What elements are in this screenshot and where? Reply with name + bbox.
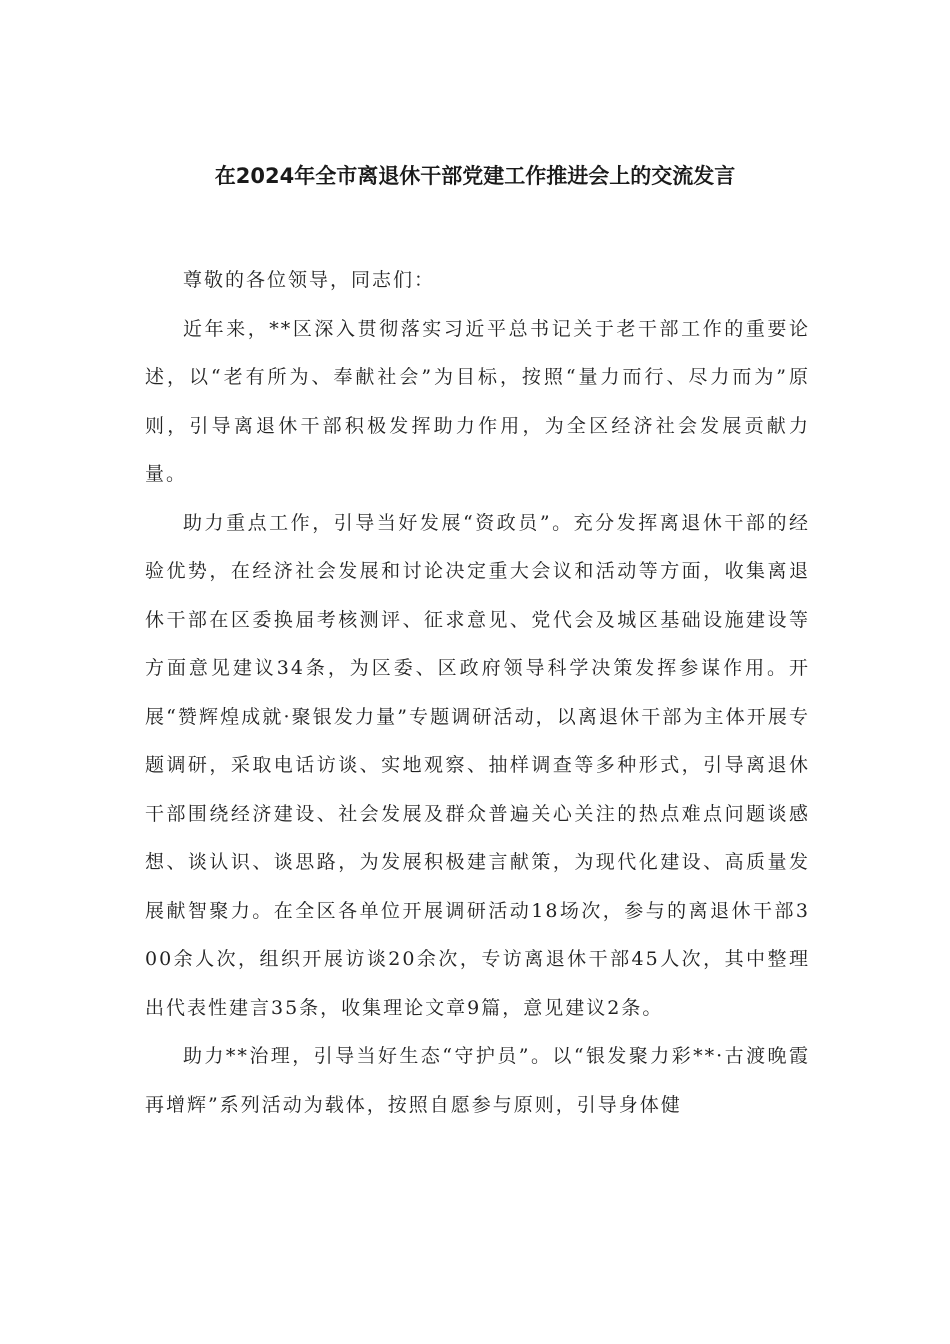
- document-body: [145, 256, 810, 1129]
- salutation: 尊敬的各位领导，同志们：: [183, 269, 436, 291]
- paragraph-key-work: 助力重点工作，引导当好发展“资政员”。充分发挥离退休干部的经验优势，在经济社会发展和讨论决定重大会议和活动等方面，收集离退休干部在区委换届考核测评、征求意见、党代会及城区基础设施建设等方面意见建议34条，为区委、区政府领导科学决策发挥参谋作用。开展“赞辉煌成就·聚银发力量”专题调研活动，以离退休干部为主体开展专题调研，采取电话访谈、实地观察、抽样调查等多种形式，引导离退休干部围绕经济建设、社会发展及群众普遍关心关注的热点难点问题谈感想、谈认识、谈思路，为发展积极建言献策，为现代化建设、高质量发展献智聚力。在全区各单位开展调研活动18场次，参与的离退休干部300余人次，组织开展访谈20余次，专访离退休干部45人次，其中整理出代表性建言35条，收集理论文章9篇，意见建议2条。: [145, 511, 810, 1019]
- paragraph-intro: 近年来，**区深入贯彻落实习近平总书记关于老干部工作的重要论述，以“老有所为、奉献社会”为目标，按照“量力而行、尽力而为”原则，引导离退休干部积极发挥助力作用，为全区经济社会发展贡献力量。: [145, 317, 810, 485]
- paragraph-governance: 助力**治理，引导当好生态“守护员”。以“银发聚力彩**·古渡晚霞再增辉”系列活动为载体，按照自愿参与原则，引导身体健: [145, 1045, 810, 1116]
- document-title: 在2024年全市离退休干部党建工作推进会上的交流发言: [214, 164, 736, 188]
